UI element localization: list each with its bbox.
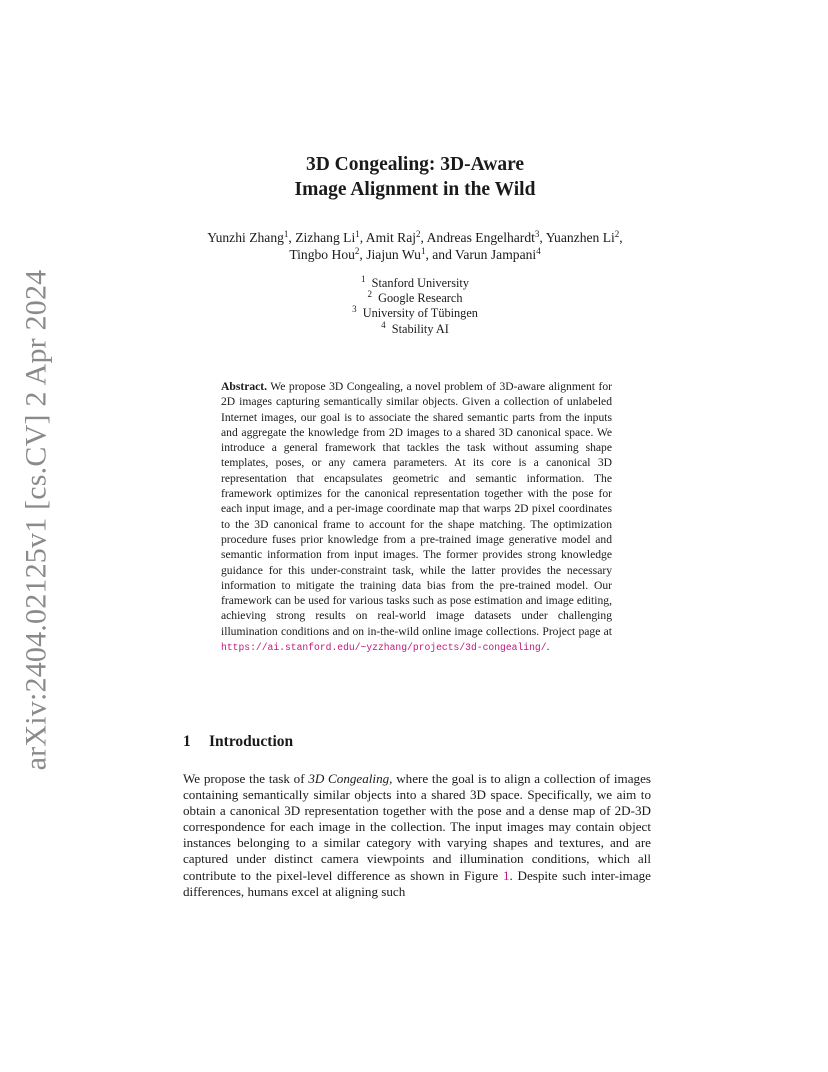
- section-title: Introduction: [209, 733, 294, 750]
- abstract-block: [221, 379, 612, 655]
- affiliation-item: [250, 276, 580, 291]
- author-separator: ,: [288, 230, 296, 245]
- paper-title: [180, 152, 650, 202]
- author-line-1: [150, 229, 680, 246]
- author-affiliation-mark: 2: [354, 246, 360, 256]
- intro-emphasis-term: 3D Congealing: [308, 771, 390, 786]
- arxiv-identifier-stamp: [18, 269, 54, 771]
- author-affiliation-mark: 2: [614, 229, 620, 239]
- arxiv-identifier-text: arXiv:2404.02125v1 [cs.CV] 2 Apr 2024: [19, 269, 52, 771]
- section-number: 1: [183, 733, 191, 750]
- author-separator: ,: [619, 230, 623, 245]
- affiliation-item: [250, 291, 580, 306]
- author-name: Andreas Engelhardt: [426, 230, 535, 245]
- section-heading-introduction: [183, 733, 293, 751]
- affiliation-number: 4: [381, 319, 386, 330]
- affiliation-item: [250, 306, 580, 321]
- author-affiliation-mark: 4: [536, 246, 541, 256]
- intro-text-part-3: . Despite such inter-image differences, humans excel at aligning such: [183, 867, 651, 899]
- author-separator: ,: [359, 247, 367, 262]
- author-name: Varun Jampani: [455, 247, 537, 262]
- affiliation-name: Google Research: [378, 291, 463, 306]
- paper-title-line-2: Image Alignment in the Wild: [294, 179, 536, 200]
- affiliation-list: [250, 276, 580, 337]
- author-affiliation-mark: 2: [416, 229, 421, 239]
- affiliation-number: 2: [367, 289, 372, 300]
- affiliation-number: 3: [352, 304, 357, 315]
- author-name: Jiajun Wu: [366, 247, 421, 262]
- figure-reference-link[interactable]: 1: [502, 867, 510, 883]
- author-separator: , and: [425, 247, 456, 262]
- affiliation-number: 1: [361, 274, 366, 284]
- paper-title-line-1: 3D Congealing: 3D-Aware: [305, 154, 525, 175]
- intro-text-part-1: We propose the task of: [183, 771, 309, 786]
- author-separator: ,: [420, 230, 427, 245]
- abstract-label: Abstract.: [221, 380, 268, 393]
- abstract-text: We propose 3D Congealing, a novel problem of 3D-aware alignment for 2D images capturing semantically similar objects. Given a collection of unlabeled Internet images, our goal is to associate the shared semantic parts from the inputs and aggregate the knowledge from 2D images to a shared 3D canonical space. We introduce a general framework that tackles the task without assuming shape templates, poses, or any camera parameters. At its core is a canonical 3D representation that encapsulates geometric and semantic information. The framework optimizes for the canonical representation together with the pose for each input image, and a per-image coordinate map that warps 2D pixel coordinates to the 3D canonical frame to account for the shape matching. The optimization procedure fuses prior knowledge from a pre-trained image generative model and semantic information from input images. The former provides strong knowledge guidance for this under-constraint task, while the latter provides the necessary information to mitigate the training data bias from the pre-trained model. Our framework can be used for various tasks such as pose estimation and image editing, achieving strong results on real-world image datasets under challenging illumination conditions and on in-the-wild online image collections. Project page at: [221, 380, 612, 638]
- affiliation-name: University of Tübingen: [362, 306, 478, 321]
- abstract-end-punctuation: .: [546, 640, 550, 654]
- author-separator: ,: [539, 230, 546, 245]
- introduction-paragraph: [183, 771, 651, 900]
- affiliation-item: [250, 319, 580, 337]
- author-list: [150, 229, 680, 263]
- author-name: Amit Raj: [365, 230, 417, 245]
- author-separator: ,: [359, 230, 366, 245]
- author-affiliation-mark: 1: [355, 229, 360, 239]
- project-page-link[interactable]: https://ai.stanford.edu/~yzzhang/projects/3d-congealing/: [221, 642, 547, 654]
- author-name: Tingbo Hou: [289, 247, 355, 262]
- intro-text-part-2: , where the goal is to align a collection of images containing semantically similar objects into a shared 3D space. Specifically, we aim to obtain a canonical 3D representation together with the pose and a dense map of 2D-3D correspondence for each image in the collection. The input images may contain object instances belonging to a similar category with varying shapes and textures, and are captured under distinct camera viewpoints and illumination conditions, which all contribute to the pixel-level difference as shown in Figure: [183, 771, 651, 883]
- author-affiliation-mark: 1: [420, 246, 426, 256]
- affiliation-name: Stanford University: [371, 276, 469, 290]
- author-name: Yunzhi Zhang: [207, 230, 284, 245]
- author-affiliation-mark: 3: [534, 229, 540, 239]
- author-line-2: [150, 246, 680, 263]
- author-name: Zizhang Li: [295, 230, 356, 245]
- author-name: Yuanzhen Li: [545, 230, 615, 245]
- author-affiliation-mark: 1: [283, 229, 289, 239]
- affiliation-name: Stability AI: [391, 321, 449, 336]
